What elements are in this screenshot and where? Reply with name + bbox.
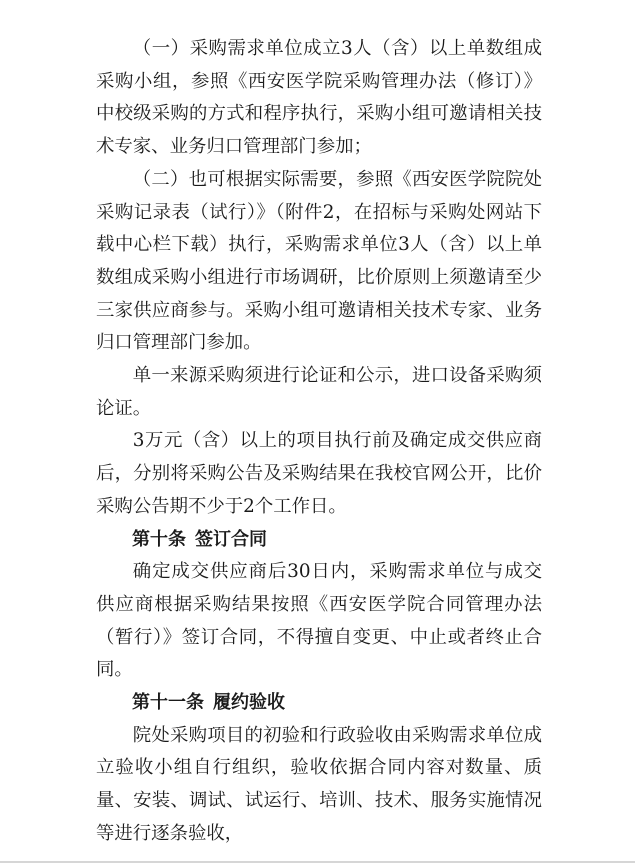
paragraph-procurement-group: （一）采购需求单位成立3人（含）以上单数组成采购小组，参照《西安医学院采购管理办法（修订）》中校级采购的方式和程序执行，采购小组可邀请相关技术专家、业务归口管理部门参加； (96, 38, 542, 158)
article-11-heading (96, 687, 542, 720)
article-10-number: 第十条 (132, 528, 186, 550)
article-10-body: 确定成交供应商后30日内，采购需求单位与成交供应商根据采购结果按照《西安医学院合同管理办法（暂行）》签订合同，不得擅自变更、中止或者终止合同。 (96, 561, 542, 681)
paragraph-single-source: 单一来源采购须进行论证和公示，进口设备采购须论证。 (96, 365, 542, 419)
article-10-title: 签订合同 (195, 528, 267, 550)
paragraph-market-research: （二）也可根据实际需要，参照《西安医学院院处采购记录表（试行）》（附件2，在招标与采购处网站下载中心栏下载）执行，采购需求单位3人（含）以上单数组成采购小组进行市场调研，比价原则上须邀请至少三家供应商参与。采购小组可邀请相关技术专家、业务归口管理部门参加。 (96, 168, 542, 354)
document-body (96, 33, 542, 851)
article-11-number: 第十一条 (132, 692, 204, 714)
paragraph-announcement: 3万元（含）以上的项目执行前及确定成交供应商后，分别将采购公告及采购结果在我校官网公开，比价采购公告期不少于2个工作日。 (96, 430, 542, 517)
article-10-heading (96, 524, 542, 557)
article-11-body: 院处采购项目的初验和行政验收由采购需求单位成立验收小组自行组织，验收依据合同内容对数量、质量、安装、调试、试运行、培训、技术、服务实施情况等进行逐条验收， (96, 724, 542, 844)
article-11-title: 履约验收 (213, 692, 285, 714)
